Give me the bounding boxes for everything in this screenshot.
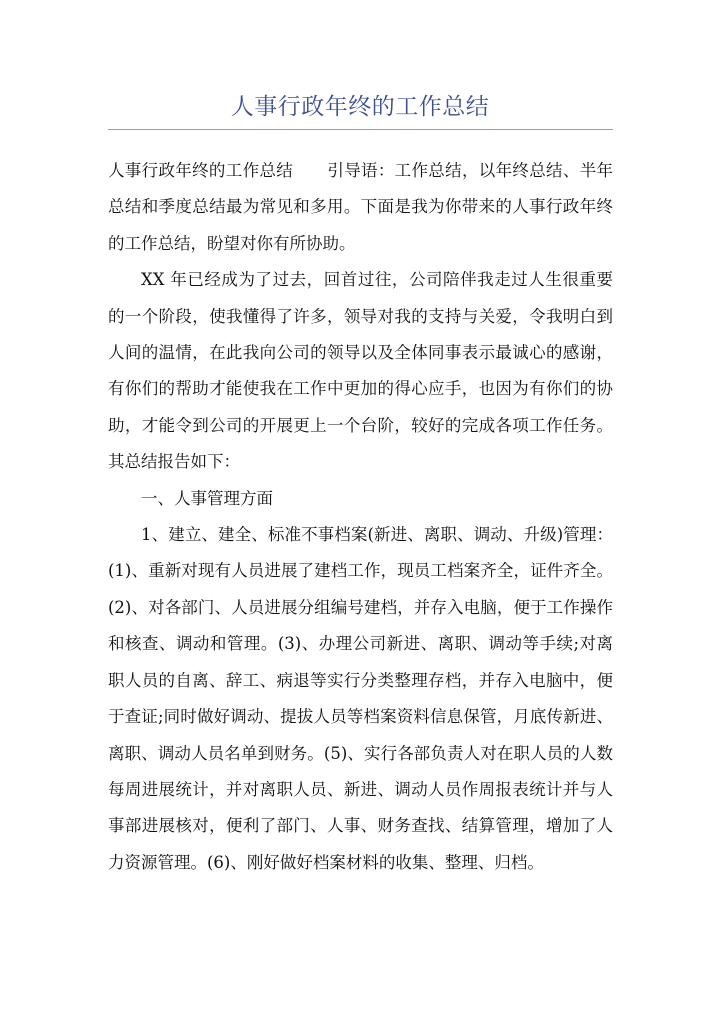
paragraph-archive-management: 1、建立、建全、标准不事档案(新进、离职、调动、升级)管理：(1)、重新对现有人员进展了建档工作，现员工档案齐全，证件齐全。(2)、对各部门、人员进展分组编号建档，并存入电脑，便于工作操作和核查、调动和管理。(3)、办理公司新进、离职、调动等手续;对离职人员的自离、辞工、病退等实行分类整理存档，并存入电脑中，便于查证;同时做好调动、提拔人员等档案资料信息保管，月底传新进、离职、调动人员名单到财务。(5)、实行各部负责人对在职人员的人数每周进展统计，并对离职人员、新进、调动人员作周报表统计并与人事部进展核对，便利了部门、人事、财务查找、结算管理，增加了人力资源管理。(6)、刚好做好档案材料的收集、整理、归档。 [108, 525, 613, 872]
title-underline [108, 129, 613, 130]
intro-heading: 人事行政年终的工作总结 [108, 161, 294, 180]
document-title: 人事行政年终的工作总结 [230, 94, 490, 120]
section-heading-hr-management: 一、人事管理方面 [141, 488, 273, 508]
paragraph-review: XX 年已经成为了过去，回首过往，公司陪伴我走过人生很重要的一个阶段，使我懂得了许多，领导对我的支持与关爱，令我明白到人间的温情，在此我向公司的领导以及全体同事表示最诚心的感谢，有你们的帮助才能使我在工作中更加的得心应手，也因为有你们的协助，才能令到公司的开展更上一个台阶，较好的完成各项工作任务。其总结报告如下： [108, 270, 613, 472]
document-body [108, 153, 613, 881]
intro-text: 引导语：工作总结，以年终总结、半年总结和季度总结最为常见和多用。下面是我为你带来的人事行政年终的工作总结，盼望对你有所协助。 [108, 161, 614, 253]
intro-paragraph [108, 153, 613, 262]
